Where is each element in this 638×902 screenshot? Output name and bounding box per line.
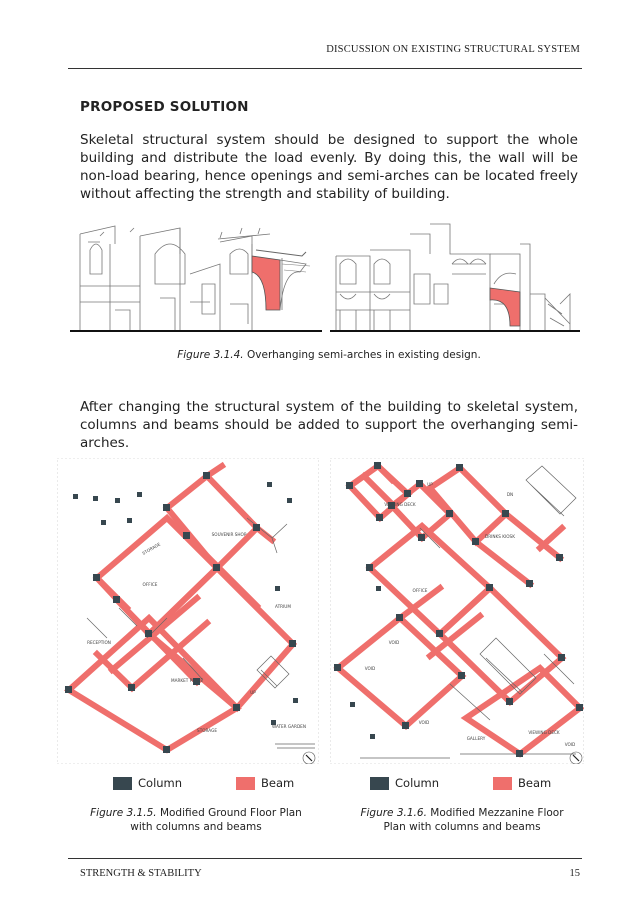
room-label-storage: STORAGE [141, 541, 162, 556]
room-label-water-garden: WATER GARDEN [272, 724, 306, 729]
room-label-viewing-deck-2: VIEWING DECK [528, 730, 560, 735]
stair-label-dn: DN [506, 492, 514, 497]
running-header: DISCUSSION ON EXISTING STRUCTURAL SYSTEM [326, 44, 580, 55]
mezzanine-floor-plan [330, 458, 584, 764]
legend-item-beam [493, 776, 551, 790]
room-label-drinks-kiosk: DRINKS KIOSK [485, 534, 515, 539]
caption-line1: Modified Mezzanine Floor [430, 807, 564, 819]
figure-caption-316 [342, 806, 582, 834]
figure-caption-314 [80, 349, 578, 361]
section-heading: PROPOSED SOLUTION [80, 99, 249, 115]
room-label-void-1: VOID [388, 640, 400, 645]
caption-line2: with columns and beams [130, 821, 262, 833]
figure-label: Figure 3.1.4. [177, 349, 244, 361]
header-rule [68, 68, 582, 69]
legend-item-column [113, 776, 182, 790]
caption-line2: Plan with columns and beams [383, 821, 541, 833]
legend-label-column: Column [138, 776, 183, 790]
column-swatch [370, 777, 389, 790]
room-label-gallery: GALLERY [466, 736, 486, 741]
figure-caption-315 [76, 806, 316, 834]
figure-label: Figure 3.1.6. [360, 807, 427, 819]
column-swatch [113, 777, 132, 790]
stair-label-up: UP [427, 482, 433, 487]
legend-label-beam: Beam [518, 776, 552, 790]
room-label-void-4: VOID [564, 742, 576, 747]
room-label-souvenir: SOUVENIR SHOP [211, 532, 247, 537]
beam-swatch [493, 777, 512, 790]
room-label-void-2: VOID [364, 666, 376, 671]
section-drawing-left [70, 214, 322, 334]
legend-item-column [370, 776, 439, 790]
legend-label-beam: Beam [261, 776, 295, 790]
footer-title: STRENGTH & STABILITY [80, 868, 202, 879]
room-label-storage2: STORAGE [197, 728, 217, 733]
page-number: 15 [569, 868, 580, 879]
paragraph-intro: Skeletal structural system should be designed to support the whole building and distribute the load evenly. By doing this, the wall will be non-load bearing, hence openings and semi-arches can be located freely without affecting the strength and stability of building. [80, 132, 578, 202]
legend-item-beam [236, 776, 294, 790]
room-label-reception: RECEPTION [87, 640, 111, 645]
beam-swatch [236, 777, 255, 790]
room-label-atrium: ATRIUM [275, 604, 291, 609]
room-label-void-3: VOID [418, 720, 430, 725]
legend-label-column: Column [395, 776, 440, 790]
legend-mezzanine [370, 776, 551, 790]
figure-label: Figure 3.1.5. [90, 807, 157, 819]
section-drawing-right [330, 214, 580, 334]
room-label-office: OFFICE [142, 582, 158, 587]
room-label-viewing-deck: VIEWING DECK [384, 502, 416, 507]
north-arrow-icon [303, 752, 315, 764]
figure-text: Overhanging semi-arches in existing design. [247, 349, 481, 361]
footer-rule [68, 858, 582, 859]
room-label-market: MARKET PLACE [171, 678, 203, 683]
caption-line1: Modified Ground Floor Plan [159, 807, 302, 819]
paragraph-columns-beams: After changing the structural system of the building to skeletal system, columns and beams should be added to support the overhanging semi-arches. [80, 399, 578, 451]
legend-ground-floor [113, 776, 294, 790]
room-label-office: OFFICE [412, 588, 428, 593]
ground-floor-plan [57, 458, 319, 764]
room-label-up: UP [250, 690, 256, 695]
